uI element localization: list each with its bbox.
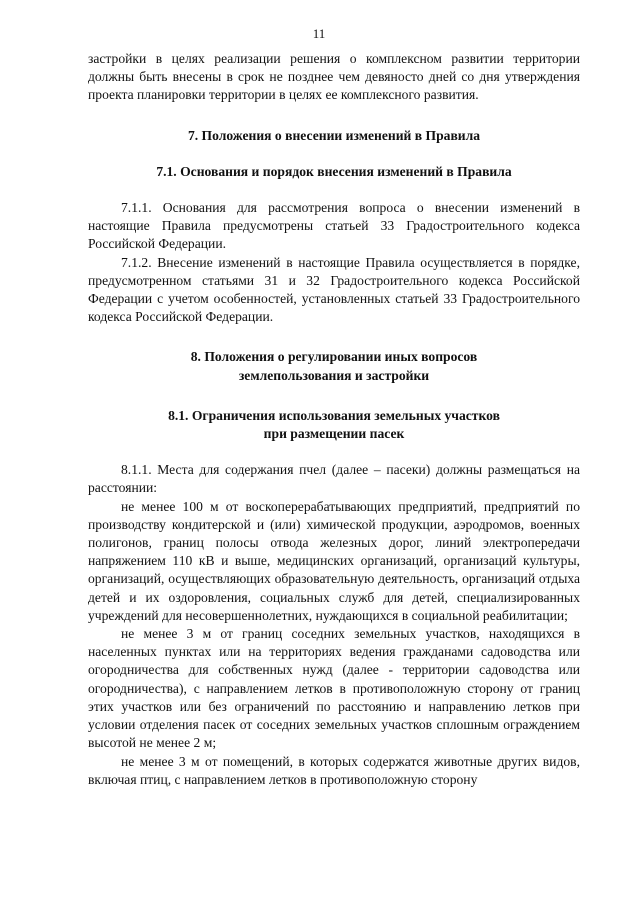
subsection-heading-8-1 xyxy=(88,407,580,443)
section-heading-7: 7. Положения о внесении изменений в Правила xyxy=(187,127,481,143)
list-item-distance-3m-borders: не менее 3 м от границ соседних земельных участков, находящихся в населенных пунктах или на территориях ведения гражданами садоводства или огородничества для собственных нужд (далее - территории садоводства или огородничества), с направлением летков в противоположную сторону от границ этих участков или без ограничений по расстоянию и направлению летков при условии отделения пасек от соседних земельных участков сплошным ограждением высотой не менее 2 м; xyxy=(88,626,580,751)
section-heading-8-line-2: землепользования и застройки xyxy=(238,367,430,383)
list-item-distance-3m-premises: не менее 3 м от помещений, в которых содержатся животные других видов, включая птиц, с направлением летков в противоположную сторону xyxy=(88,753,580,787)
section-heading-8-line-1: 8. Положения о регулировании иных вопросов xyxy=(190,349,478,365)
paragraph-7-1-2: 7.1.2. Внесение изменений в настоящие Правила осуществляется в порядке, предусмотренном статьями 31 и 32 Градостроительного кодекса Российской Федерации с учетом особенностей, установленных статьей 33 Градостроительного кодекса Российской Федерации. xyxy=(88,254,580,325)
paragraph-continuation: застройки в целях реализации решения о комплексном развитии территории должны быть внесены в срок не позднее чем девяносто дней со дня утверждения проекта планировки территории в целях ее комплексного развития. xyxy=(88,51,580,103)
subsection-heading-8-1-line-1: 8.1. Ограничения использования земельных участков xyxy=(168,407,500,423)
subsection-heading-8-1-line-2: при размещении пасек xyxy=(263,426,405,442)
section-heading-8 xyxy=(88,348,580,384)
page-number: 11 xyxy=(312,26,326,41)
paragraph-7-1-1: 7.1.1. Основания для рассмотрения вопроса о внесении изменений в настоящие Правила предусмотрены статьей 33 Градостроительного кодекса Российской Федерации. xyxy=(88,200,580,252)
subsection-heading-7-1: 7.1. Основания и порядок внесения изменений в Правила xyxy=(156,163,512,179)
list-item-distance-100m: не менее 100 м от воскоперерабатывающих предприятий, предприятий по производству кондитерской и (или) химической продукции, аэродромов, военных полигонов, границ полосы отвода железных дорог, линий электропередачи напряжением 110 кВ и выше, медицинских организаций, организаций культуры, организаций, осуществляющих образовательную деятельность, организаций отдыха детей и их оздоровления, социальных служб для детей, специализированных учреждений для несовершеннолетних, нуждающихся в социальной реабилитации; xyxy=(88,498,580,623)
paragraph-8-1-1: 8.1.1. Места для содержания пчел (далее – пасеки) должны размещаться на расстоянии: xyxy=(88,462,580,496)
document-body xyxy=(88,50,580,789)
